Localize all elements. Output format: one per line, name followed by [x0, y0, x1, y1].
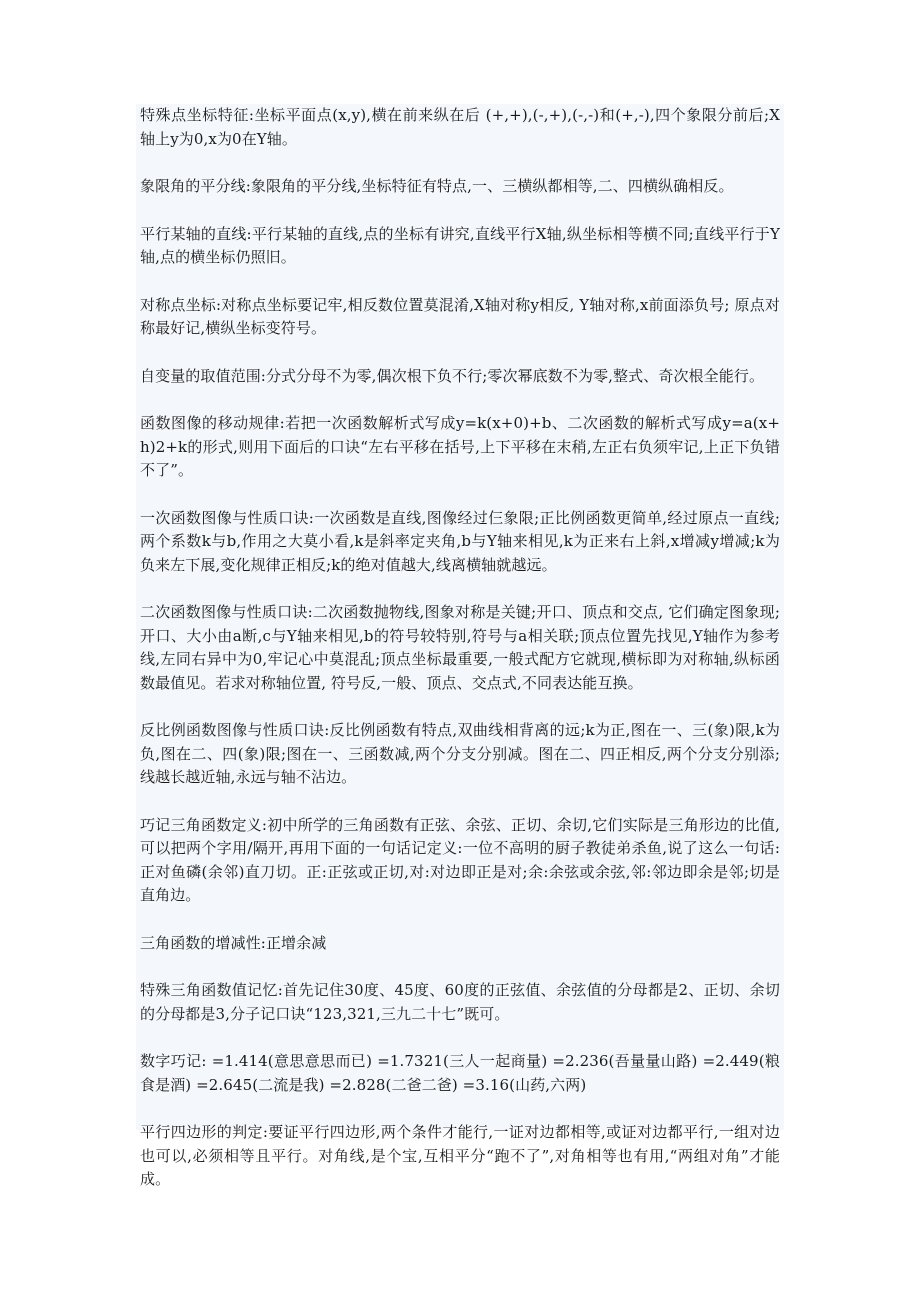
- paragraph-quadrant-bisector: 象限角的平分线:象限角的平分线,坐标特征有特点,一、三横纵都相等,二、四横纵确相反。: [140, 177, 734, 195]
- document-page: [136, 104, 784, 1188]
- paragraph-parallel-axis-line: 平行某轴的直线:平行某轴的直线,点的坐标有讲究,直线平行X轴,纵坐标相等横不同;直线平行于Y轴,点的横坐标仍照旧。: [140, 224, 780, 266]
- paragraph-number-mnemonics: 数字巧记: =1.414(意思意思而已) =1.7321(三人一起商量) =2.236(吾量量山路) =2.449(粮食是酒) =2.645(二流是我) =2.828(二爸二爸) =3.16(山药,六两): [140, 1052, 780, 1094]
- paragraph-trig-monotonicity: 三角函数的增减性:正增余减: [140, 933, 327, 952]
- paragraph-trig-definition: 巧记三角函数定义:初中所学的三角函数有正弦、余弦、正切、余切,它们实际是三角形边的比值,可以把两个字用/隔开,再用下面的一句话记定义:一位不高明的厨子教徒弟杀鱼,说了这么一句话:正对鱼磷(余邻)直刀切。正:正弦或正切,对:对边即正是对;余:余弦或余弦,邻:邻边即余是邻;切是直角边。: [140, 815, 780, 904]
- paragraph-parallelogram: 平行四边形的判定:要证平行四边形,两个条件才能行,一证对边都相等,或证对边都平行,一组对边也可以,必须相等且平行。对角线,是个宝,互相平分“跑不了”,对角相等也有用,“两组对角”才能成。: [140, 1123, 780, 1188]
- paragraph-special-trig-values: 特殊三角函数值记忆:首先记住30度、45度、60度的正弦值、余弦值的分母都是2、正切、余切的分母都是3,分子记口诀“123,321,三九二十七”既可。: [140, 981, 780, 1023]
- paragraph-special-points: 特殊点坐标特征:坐标平面点(x,y),横在前来纵在后 (+,+),(-,+),(-,-)和(+,-),四个象限分前后;X轴上y为0,x为0在Y轴。: [140, 106, 780, 148]
- paragraph-domain: 自变量的取值范围:分式分母不为零,偶次根下负不行;零次幂底数不为零,整式、奇次根全能行。: [140, 366, 765, 385]
- paragraph-linear-function: 一次函数图像与性质口诀:一次函数是直线,图像经过仨象限;正比例函数更简单,经过原点一直线;两个系数k与b,作用之大莫小看,k是斜率定夹角,b与Y轴来相见,k为正来右上斜,x增减y增减;k为负来左下展,变化规律正相反;k的绝对值越大,线离横轴就越远。: [140, 508, 780, 574]
- paragraph-symmetric-points: 对称点坐标:对称点坐标要记牢,相反数位置莫混淆,X轴对称y相反, Y轴对称,x前面添负号; 原点对称最好记,横纵坐标变符号。: [140, 295, 780, 337]
- paragraph-inverse-proportion: 反比例函数图像与性质口诀:反比例函数有特点,双曲线相背离的远;k为正,图在一、三(象)限,k为负,图在二、四(象)限;图在一、三函数减,两个分支分别减。图在二、四正相反,两个分支分别添;线越长越近轴,永远与轴不沾边。: [140, 721, 780, 786]
- paragraph-graph-shift: 函数图像的移动规律:若把一次函数解析式写成y=k(x+0)+b、二次函数的解析式写成y=a(x+h)2+k的形式,则用下面后的口诀“左右平移在括号,上下平移在末稍,左正右负须牢记,上正下负错不了”。: [140, 414, 780, 479]
- paragraph-quadratic-function: 二次函数图像与性质口诀:二次函数抛物线,图象对称是关键;开口、顶点和交点, 它们确定图象现;开口、大小由a断,c与Y轴来相见,b的符号较特别,符号与a相关联;顶点位置先找见,Y轴作为参考线,左同右异中为0,牢记心中莫混乱;顶点坐标最重要,一般式配方它就现,横标即为对称轴,纵标函数最值见。若求对称轴位置, 符号反,一般、顶点、交点式,不同表达能互换。: [140, 603, 780, 692]
